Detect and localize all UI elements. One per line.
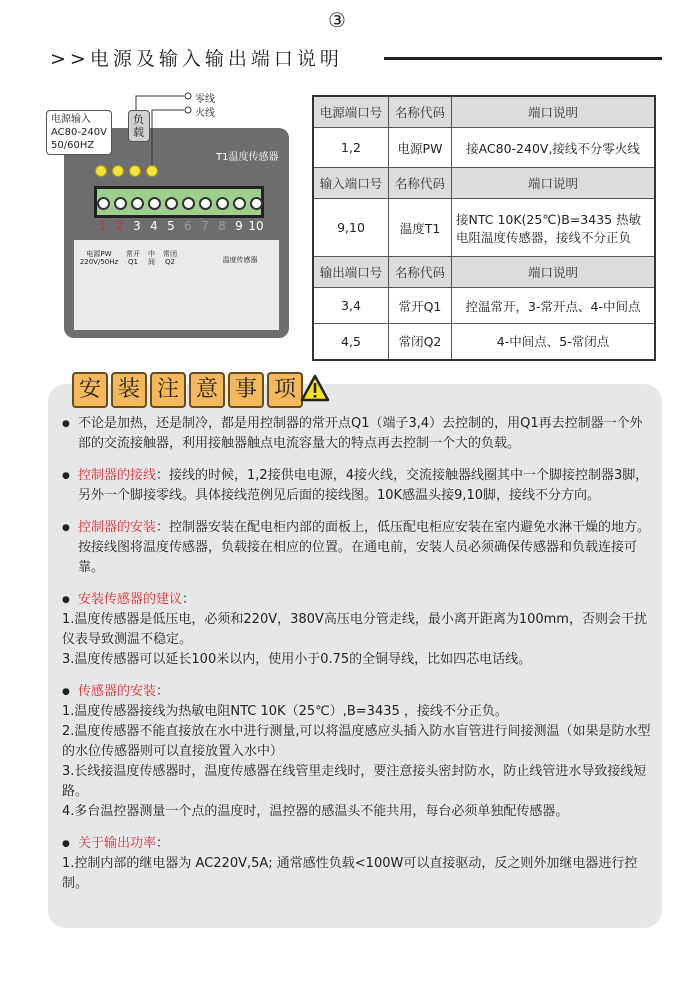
cell: 4,5 <box>313 324 389 360</box>
indicator-led <box>95 165 107 177</box>
table-row <box>313 288 655 324</box>
header-cell: 端口说明 <box>452 257 656 288</box>
note-text: ：控制器安装在配电柜内部的面板上，低压配电柜应安装在室内避免水淋干燥的地方。按接线图将温度传感器，负载接在相应的位置。在通电前，安装人员必须确保传感器和负载连接可靠。 <box>78 520 651 575</box>
header-cell: 端口说明 <box>452 96 656 128</box>
t1-label: 温度传感器 <box>222 256 258 264</box>
terminal-number: 4 <box>150 219 158 233</box>
header-cell: 输入端口号 <box>313 168 389 199</box>
notes-title <box>72 372 303 408</box>
terminal-number: 6 <box>184 219 192 233</box>
terminal-number: 10 <box>248 219 264 233</box>
terminal-number: 7 <box>201 219 209 233</box>
note-heading: 关于输出功率 <box>78 836 157 851</box>
pw-label <box>78 250 120 266</box>
header-cell: 电源端口号 <box>313 96 389 128</box>
note-output-power <box>62 834 652 894</box>
title-char: 事 <box>228 372 264 408</box>
table-row <box>313 128 655 168</box>
header-cell: 名称代码 <box>389 257 452 288</box>
title-char: 注 <box>150 372 186 408</box>
sensor-label: T1温度传感器 <box>216 152 279 163</box>
pw-voltage: 220V/50Hz <box>79 258 119 266</box>
cell: 温度T1 <box>389 199 452 257</box>
mid-label: 中间 <box>148 250 155 266</box>
note-heading: 传感器的安装 <box>78 684 157 699</box>
cell: 接AC80-240V,接线不分零火线 <box>452 128 656 168</box>
note-item: 1.温度传感器是低压电，必须和220V，380V高压电分管走线，最小离开距离为100mm，否则会干扰仪表导致测温不稳定。 <box>62 612 647 647</box>
note-installation <box>62 518 652 578</box>
indicator-led <box>112 165 124 177</box>
load-box: 负载 <box>128 110 150 142</box>
header-cell: 端口说明 <box>452 168 656 199</box>
notes-content <box>62 414 652 906</box>
power-label-line: 50/60HZ <box>51 140 95 151</box>
cell: 1,2 <box>313 128 389 168</box>
q1-label: 常开 Q1 <box>126 250 140 266</box>
warning-icon <box>300 374 330 402</box>
terminal-block <box>94 186 264 218</box>
note-heading: 安装传感器的建议 <box>78 592 183 607</box>
section-title: >>电源及输入输出端口说明 <box>50 48 343 70</box>
note-item: 2.温度传感器不能直接放在水中进行测量,可以将温度感应头插入防水盲管进行间接测温（如果是防水型的水位传感器则可以直接放置入水中） <box>62 724 651 759</box>
terminal-number: 1 <box>99 219 107 233</box>
wiring-diagram <box>44 88 294 343</box>
note-item: 3.温度传感器可以延长100米以内，使用小于0.75的全铜导线，比如四芯电话线。 <box>62 652 532 667</box>
note-item: 1.温度传感器接线为热敏电阻NTC 10K（25℃）,B=3435 ，接线不分正负。 <box>62 704 508 719</box>
note-sensor-install <box>62 682 652 822</box>
note-colon: ： <box>156 684 170 699</box>
terminal-number: 9 <box>235 219 243 233</box>
note-item: 3.长线接温度传感器时，温度传感器在线管里走线时，要注意接头密封防水，防止线管进水导致接线短路。 <box>62 764 647 799</box>
note-item: 1.控制内部的继电器为 AC220V,5A; 通常感性负载<100W可以直接驱动，反之则外加继电器进行控制。 <box>62 856 638 891</box>
q2-label: 常闭 Q2 <box>163 250 177 266</box>
cell: 电源PW <box>389 128 452 168</box>
cell: 接NTC 10K(25℃)B=3435 热敏电阻温度传感器，接线不分正负 <box>452 199 656 257</box>
indicator-led <box>146 165 158 177</box>
note-colon: ： <box>156 836 170 851</box>
note-heading: 控制器的接线 <box>78 468 157 483</box>
title-char: 项 <box>267 372 303 408</box>
table-header <box>313 257 655 288</box>
title-char: 安 <box>72 372 108 408</box>
note-wiring <box>62 466 652 506</box>
title-char: 装 <box>111 372 147 408</box>
title-divider <box>384 57 662 60</box>
cell: 4-中间点、5-常闭点 <box>452 324 656 360</box>
table-row <box>313 199 655 257</box>
page-number: ③ <box>328 8 346 32</box>
indicator-led <box>129 165 141 177</box>
note-sensor-advice <box>62 590 652 670</box>
power-label-line: 电源输入 <box>51 114 91 125</box>
terminal-number: 2 <box>116 219 124 233</box>
header-cell: 名称代码 <box>389 96 452 128</box>
note-heading: 控制器的安装 <box>78 520 157 535</box>
pw-text: 电源PW <box>86 250 112 258</box>
note-text: ：接线的时候，1,2接供电电源，4接火线，交流接触器线圈其中一个脚接控制器3脚，另外一个脚接零线。具体接线范例见后面的接线图。10K感温头接9,10脚，接线不分方向。 <box>78 468 649 503</box>
neutral-label: 零线 <box>195 94 215 105</box>
power-input-box <box>46 110 112 155</box>
note-general: ● 不论是加热，还是制冷，都是用控制器的常开点Q1（端子3,4）去控制的，用Q1再去控制器一个外部的交流接触器，利用接触器触点电流容量大的特点再去控制一个大的负载。 <box>62 414 652 454</box>
header-cell: 名称代码 <box>389 168 452 199</box>
header-cell: 输出端口号 <box>313 257 389 288</box>
power-label-line: AC80-240V <box>51 127 107 138</box>
terminal-number: 3 <box>133 219 141 233</box>
note-colon: ： <box>182 592 196 607</box>
cell: 控温常开，3-常开点、4-中间点 <box>452 288 656 324</box>
terminal-number: 5 <box>167 219 175 233</box>
table-header <box>313 96 655 128</box>
note-item: 4.多台温控器测量一个点的温度时，温控器的感温头不能共用，每台必须单独配传感器。 <box>62 804 569 819</box>
live-label: 火线 <box>195 108 215 119</box>
cell: 9,10 <box>313 199 389 257</box>
port-table <box>312 95 656 361</box>
terminal-number: 8 <box>218 219 226 233</box>
table-header <box>313 168 655 199</box>
cell: 常闭Q2 <box>389 324 452 360</box>
cell: 常开Q1 <box>389 288 452 324</box>
table-row <box>313 324 655 360</box>
title-char: 意 <box>189 372 225 408</box>
cell: 3,4 <box>313 288 389 324</box>
